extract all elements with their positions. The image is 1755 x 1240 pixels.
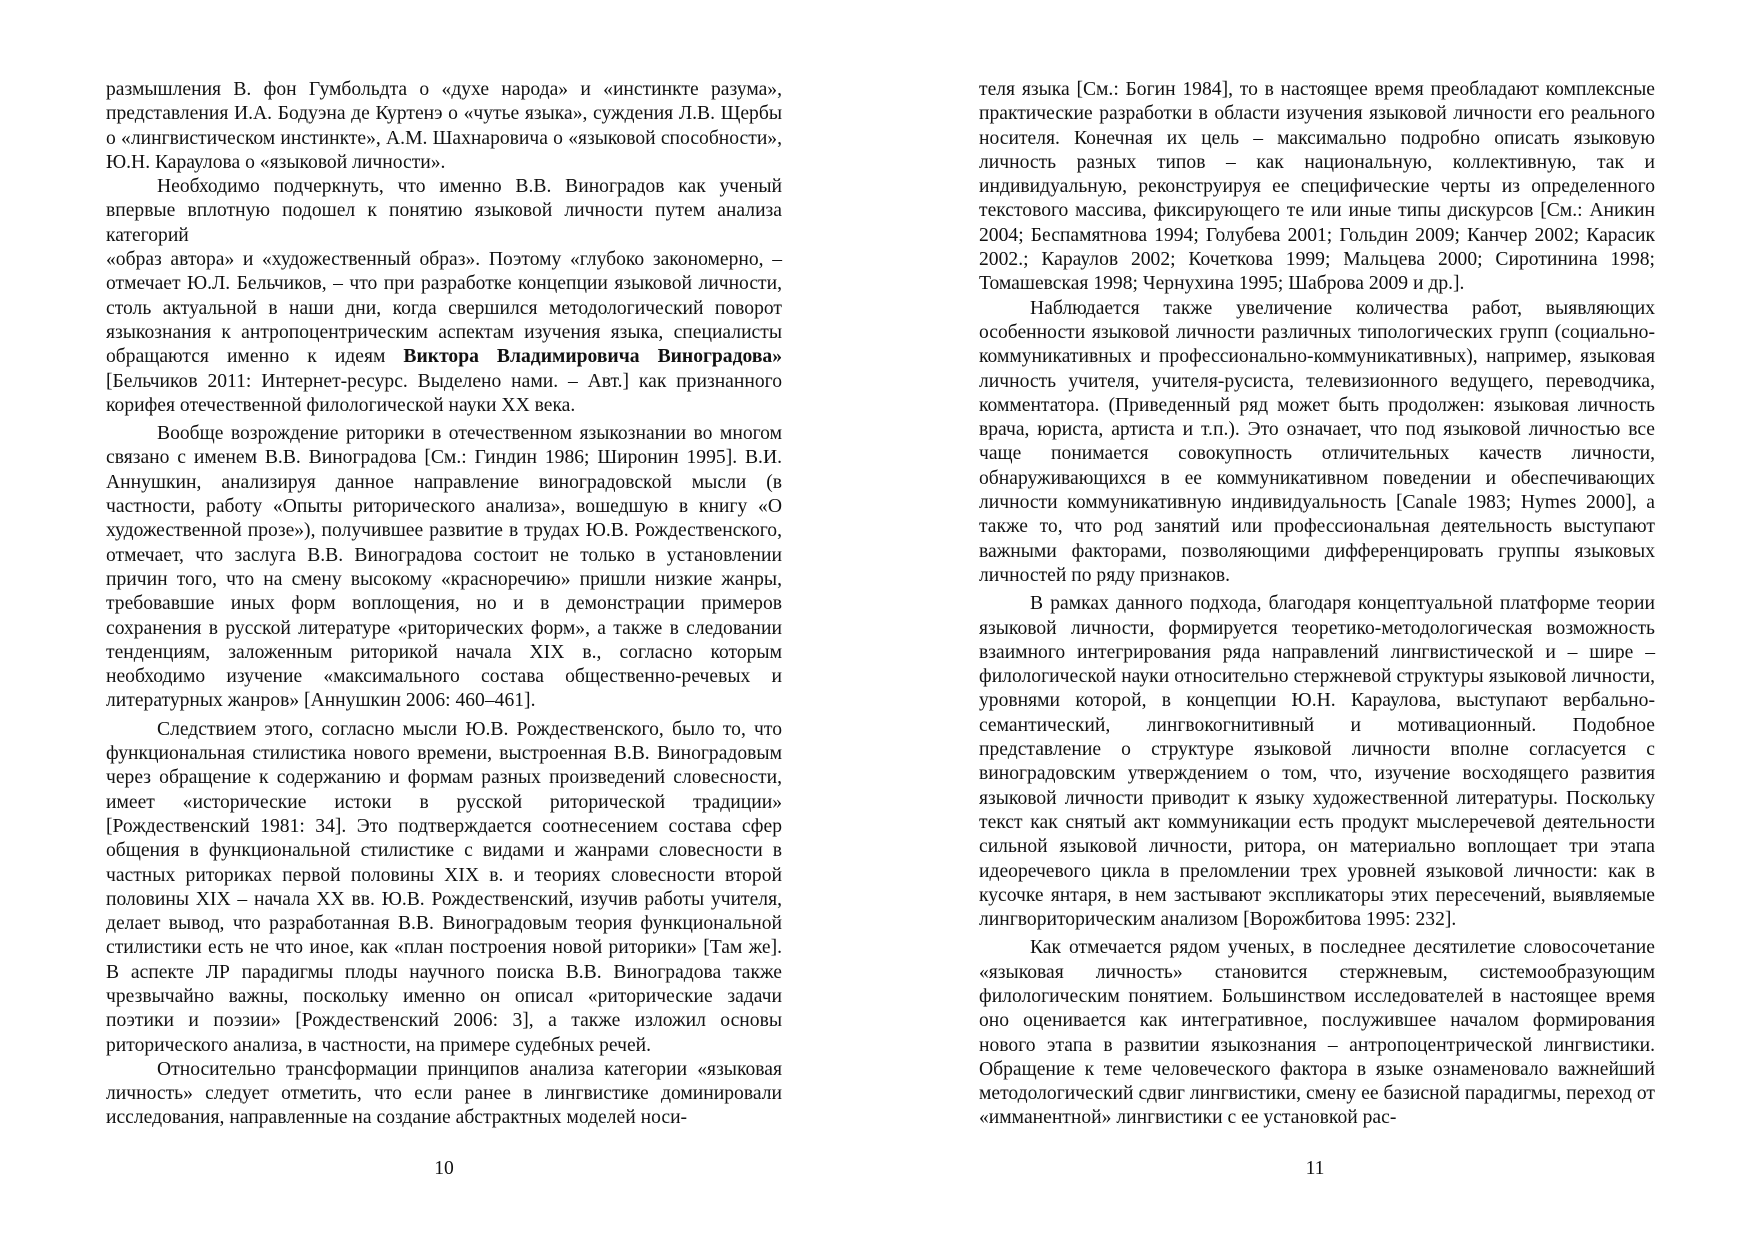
right-paragraph-2: Наблюдается также увеличение количества работ, выявляющих особенности языковой личности различных типологических групп (социально-коммуникативных и профессионально-коммуникативных), например, языковая личность учителя, учителя-русиста, телевизионного ведущего, переводчика, комментатора. (Приведенный ряд может быть продолжен: языковая личность врача, юриста, артиста и т.п.). Это означает, что под языковой личностью все чаще понимается совокупность отличительных качеств личности, обнаруживающихся в ее коммуникативном поведении и обеспечивающих личности коммуникативную индивидуальность [Canale 1983; Hymes 2000], а также то, что род занятий или профессиональная деятельность выступают важными факторами, позволяющими дифференцировать группы языковых личностей по ряду признаков. <box>979 297 1655 586</box>
left-page <box>106 78 782 1131</box>
left-paragraph-5: Следствием этого, согласно мысли Ю.В. Рождественского, было то, что функциональная стилистика нового времени, выстроенная В.В. Виноградовым через обращение к содержанию и формам разных произведений словесности, имеет «исторические истоки в русской риторической традиции» [Рождественский 1981: 34]. Это подтверждается соотнесением состава сфер общения в функциональной стилистике с видами и жанрами словесности в частных риториках первой половины XIX в. и теориях словесности второй половины XIX – начала ХХ вв. Ю.В. Рождественский, изучив работы учителя, делает вывод, что разработанная В.В. Виноградовым теория функциональной стилистики есть не что иное, как «план построения новой риторики» [Там же]. В аспекте ЛР парадигмы плоды научного поиска В.В. Виноградова также чрезвычайно важны, поскольку именно он описал «риторические задачи поэтики и поэзии» [Рождественский 2006: 3], а также изложил основы риторического анализа, в частности, на примере судебных речей. <box>106 718 782 1056</box>
right-page <box>979 78 1655 1131</box>
right-paragraph-3: В рамках данного подхода, благодаря концептуальной платформе теории языковой личности, формируется теоретико-методологическая возможность взаимного интегрирования ряда направлений лингвистической и – шире – филологической науки относительно стержневой структуры языковой личности, уровнями которой, в концепции Ю.Н. Караулова, выступают вербально-семантический, лингвокогнитивный и мотивационный. Подобное представление о структуре языковой личности вполне согласуется с виноградовским утверждением о том, что, изучение восходящего развития языковой личности приводит к языку художественной литературы. Поскольку текст как снятый акт коммуникации есть продукт мыслеречевой деятельности сильной языковой личности, ритора, он материально воплощает три этапа идеоречевого цикла в преломлении трех уровней языковой личности: как в кусочке янтаря, в нем застывают экспликаторы этих пересечений, выявляемые лингвориторическим анализом [Ворожбитова 1995: 232]. <box>979 593 1655 931</box>
left-paragraph-3-bold-name: Виктора Владимировича Виноградова» <box>403 346 782 368</box>
left-page-number: 10 <box>434 1158 454 1179</box>
left-paragraph-6: Относительно трансформации принципов анализа категории «языковая личность» следует отметить, что если ранее в лингвистике доминировали исследования, направленные на создание абстрактных моделей носи- <box>106 1058 782 1129</box>
left-paragraph-4: Вообще возрождение риторики в отечественном языкознании во многом связано с именем В.В. Виноградова [См.: Гиндин 1986; Широнин 1995]. В.И. Аннушкин, анализируя данное направление виноградовской мысли (в частности, работу «Опыты риторического анализа», вошедшую в книгу «О художественной прозе»), получившее развитие в трудах Ю.В. Рождественского, отмечает, что заслуга В.В. Виноградова состоит не только в установлении причин того, что на смену высокому «красноречию» пришли низкие жанры, требовавшие иных форм воплощения, но и в демонстрации примеров сохранения в русской литературе «риторических форм», а также в следовании тенденциям, заложенным риторикой начала XIX в., согласно которым необходимо изучение «максимального состава общественно-речевых и литературных жанров» [Аннушкин 2006: 460–461]. <box>106 423 782 712</box>
left-paragraph-1: размышления В. фон Гумбольдта о «духе народа» и «инстинкте разума», представления И.А. Бодуэна де Куртенэ о «чутье языка», суждения Л.В. Щербы о «лингвистическом инстинкте», А.М. Шахнаровича о «языковой способности», Ю.Н. Караулова о «языковой личности». <box>106 79 782 173</box>
left-paragraph-3-text-before: «образ автора» и «художественный образ». Поэтому «глубоко закономерно, – отмечает Ю.Л. Бельчиков, – что при разработке концепции языковой личности, столь актуальной в наши дни, когда свершился методологический поворот языкознания к антропоцентрическим аспектам изучения языка, специалисты обращаются именно к идеям <box>106 249 782 368</box>
right-paragraph-1: теля языка [См.: Богин 1984], то в настоящее время преобладают комплексные практические разработки в области изучения языковой личности его реального носителя. Конечная их цель – максимально подробно описать языковую личность разных типов – как национальную, коллективную, так и индивидуальную, реконструируя ее специфические черты из определенного текстового массива, фиксирующего те или иные типы дискурсов [См.: Аникин 2004; Беспамятнова 1994; Голубева 2001; Гольдин 2009; Канчер 2002; Карасик 2002.; Караулов 2002; Кочеткова 1999; Мальцева 2000; Сиротинина 1998; Томашевская 1998; Чернухина 1995; Шаброва 2009 и др.]. <box>979 79 1655 295</box>
right-page-number: 11 <box>1305 1158 1325 1179</box>
right-paragraph-4: Как отмечается рядом ученых, в последнее десятилетие словосочетание «языковая личность» становится стержневым, системообразующим филологическим понятием. Большинством исследователей в настоящее время оно оценивается как интегративное, послужившее началом формирования нового этапа в развитии языкознания – антропоцентрической лингвистики. Обращение к теме человеческого фактора в языке ознаменовало важнейший методологический сдвиг лингвистики, смену ее базисной парадигмы, переход от «имманентной» лингвистики с ее установкой рас- <box>979 937 1655 1129</box>
left-paragraph-3 <box>106 248 782 418</box>
left-paragraph-3-text-after: [Бельчиков 2011: Интернет-ресурс. Выделено нами. – Авт.] как признанного корифея отечественной филологической науки ХХ века. <box>106 370 782 416</box>
left-paragraph-2: Необходимо подчеркнуть, что именно В.В. Виноградов как ученый впервые вплотную подошел к понятию языковой личности путем анализа категорий <box>106 176 782 246</box>
